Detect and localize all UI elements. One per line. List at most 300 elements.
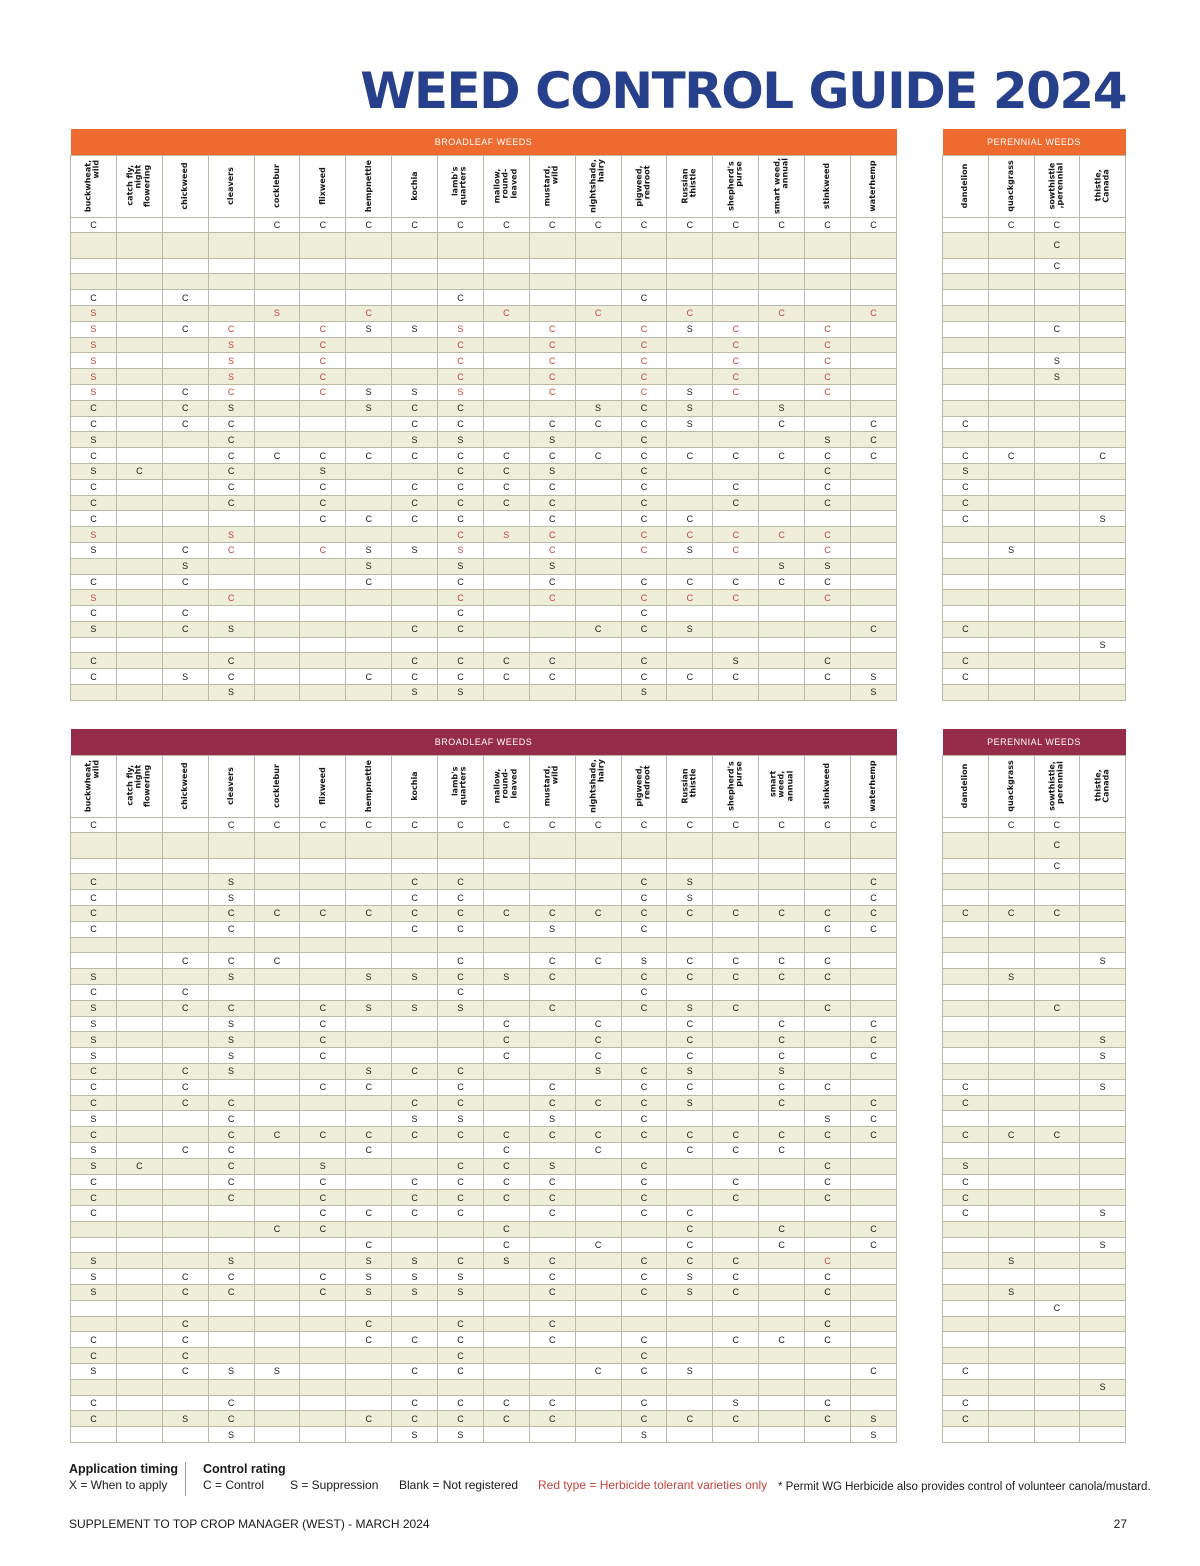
rating-cell <box>529 1300 575 1316</box>
rating-cell <box>988 574 1034 590</box>
rating-cell <box>805 258 851 274</box>
rating-cell <box>713 833 759 858</box>
rating-cell: S <box>988 542 1034 558</box>
rating-cell <box>805 1142 851 1158</box>
rating-cell <box>254 606 300 622</box>
rating-cell: C <box>943 669 989 685</box>
rating-cell <box>759 621 805 637</box>
rating-cell <box>254 574 300 590</box>
rating-cell <box>254 1095 300 1111</box>
rating-cell <box>300 558 346 574</box>
rating-cell: C <box>300 1048 346 1064</box>
rating-cell <box>346 637 392 653</box>
table-row <box>71 653 897 669</box>
rating-cell: C <box>529 1285 575 1301</box>
rating-cell <box>254 921 300 937</box>
rating-cell: C <box>483 463 529 479</box>
rating-cell <box>713 558 759 574</box>
rating-cell: C <box>254 448 300 464</box>
rating-cell <box>254 1316 300 1332</box>
rating-cell <box>116 1142 162 1158</box>
rating-cell <box>392 258 438 274</box>
rating-cell <box>713 858 759 874</box>
rating-cell: C <box>392 1174 438 1190</box>
rating-cell: S <box>438 1111 484 1127</box>
rating-cell <box>850 833 896 858</box>
rating-cell: C <box>529 1316 575 1332</box>
rating-cell <box>988 685 1034 701</box>
rating-cell <box>483 400 529 416</box>
rating-cell <box>71 858 117 874</box>
rating-cell <box>667 558 713 574</box>
rating-cell: C <box>575 416 621 432</box>
rating-cell <box>346 479 392 495</box>
rating-cell <box>988 432 1034 448</box>
rating-cell <box>483 984 529 1000</box>
rating-cell <box>438 305 484 321</box>
rating-cell: C <box>943 621 989 637</box>
rating-cell: C <box>667 1237 713 1253</box>
rating-cell: C <box>483 479 529 495</box>
rating-cell <box>1034 527 1080 543</box>
rating-cell <box>805 290 851 306</box>
table-row <box>943 1111 1126 1127</box>
rating-cell <box>392 1221 438 1237</box>
rating-cell <box>575 969 621 985</box>
rating-cell <box>988 463 1034 479</box>
table-row <box>943 833 1126 858</box>
rating-cell: C <box>392 1395 438 1411</box>
rating-cell <box>392 953 438 969</box>
rating-cell: C <box>850 217 896 233</box>
rating-cell: S <box>529 432 575 448</box>
rating-cell <box>1034 1379 1080 1395</box>
rating-cell <box>850 1142 896 1158</box>
rating-cell <box>850 1174 896 1190</box>
rating-cell <box>1034 337 1080 353</box>
rating-cell <box>116 1253 162 1269</box>
rating-cell <box>667 432 713 448</box>
rating-cell <box>759 669 805 685</box>
rating-cell <box>988 274 1034 290</box>
rating-cell: S <box>713 1395 759 1411</box>
rating-cell <box>988 1427 1034 1443</box>
rating-cell <box>667 921 713 937</box>
broadleaf-column-headers <box>71 755 897 817</box>
rating-cell <box>759 984 805 1000</box>
rating-cell: C <box>208 1095 254 1111</box>
rating-cell <box>254 653 300 669</box>
table-row <box>71 337 897 353</box>
rating-cell: C <box>300 448 346 464</box>
rating-cell <box>943 1142 989 1158</box>
rating-cell: C <box>667 1411 713 1427</box>
rating-cell: C <box>300 1174 346 1190</box>
rating-cell <box>208 511 254 527</box>
rating-cell <box>713 1032 759 1048</box>
rating-cell <box>988 321 1034 337</box>
rating-cell: C <box>162 1316 208 1332</box>
rating-cell: C <box>483 1411 529 1427</box>
table-row <box>943 1300 1126 1316</box>
rating-cell: C <box>943 1174 989 1190</box>
rating-cell <box>850 1348 896 1364</box>
rating-cell <box>254 1427 300 1443</box>
rating-cell <box>162 1190 208 1206</box>
rating-cell: C <box>850 416 896 432</box>
table-row <box>71 1285 897 1301</box>
rating-cell <box>208 833 254 858</box>
rating-cell <box>759 1395 805 1411</box>
rating-cell <box>943 290 989 306</box>
rating-cell: C <box>300 369 346 385</box>
rating-cell <box>943 921 989 937</box>
rating-cell: C <box>759 574 805 590</box>
rating-cell: C <box>300 495 346 511</box>
rating-cell <box>1034 606 1080 622</box>
rating-cell <box>943 353 989 369</box>
rating-cell <box>346 337 392 353</box>
rating-cell <box>300 1237 346 1253</box>
rating-cell: C <box>529 369 575 385</box>
rating-cell: C <box>621 817 667 833</box>
rating-cell <box>392 637 438 653</box>
rating-cell <box>1080 890 1126 906</box>
rating-cell: C <box>438 495 484 511</box>
table-row <box>71 817 897 833</box>
rating-cell: S <box>208 1063 254 1079</box>
rating-cell <box>575 463 621 479</box>
rating-cell <box>483 937 529 953</box>
rating-cell <box>943 1016 989 1032</box>
table-row <box>943 890 1126 906</box>
rating-cell <box>392 353 438 369</box>
rating-cell: S <box>392 321 438 337</box>
rating-cell <box>346 1427 392 1443</box>
rating-cell: C <box>529 969 575 985</box>
rating-cell: C <box>759 1332 805 1348</box>
rating-cell <box>529 1364 575 1380</box>
table-row <box>71 1348 897 1364</box>
rating-cell: C <box>438 817 484 833</box>
rating-cell <box>805 621 851 637</box>
rating-cell <box>116 337 162 353</box>
table-row <box>71 1411 897 1427</box>
rating-cell <box>1034 1427 1080 1443</box>
rating-cell: C <box>483 1174 529 1190</box>
rating-cell: C <box>438 621 484 637</box>
rating-cell <box>162 685 208 701</box>
rating-cell <box>162 969 208 985</box>
rating-cell: C <box>575 305 621 321</box>
rating-cell <box>392 1316 438 1332</box>
rating-cell <box>1080 1364 1126 1380</box>
rating-cell <box>1080 621 1126 637</box>
rating-cell <box>575 685 621 701</box>
rating-cell <box>300 233 346 258</box>
rating-cell <box>943 984 989 1000</box>
rating-cell <box>943 890 989 906</box>
rating-cell: S <box>805 1111 851 1127</box>
rating-cell <box>162 1158 208 1174</box>
rating-cell <box>988 1411 1034 1427</box>
rating-cell: S <box>1080 1032 1126 1048</box>
rating-cell <box>621 1048 667 1064</box>
rating-cell: C <box>438 890 484 906</box>
rating-cell <box>805 1221 851 1237</box>
table-row <box>71 511 897 527</box>
rating-cell <box>346 1190 392 1206</box>
rating-cell <box>850 1063 896 1079</box>
rating-cell: C <box>254 817 300 833</box>
rating-cell: C <box>346 1316 392 1332</box>
rating-cell <box>805 1348 851 1364</box>
table-row <box>71 606 897 622</box>
rating-cell <box>575 921 621 937</box>
rating-cell <box>943 1269 989 1285</box>
rating-cell <box>759 321 805 337</box>
rating-cell <box>1080 400 1126 416</box>
rating-cell: C <box>667 1048 713 1064</box>
rating-cell: S <box>71 590 117 606</box>
rating-cell: C <box>483 495 529 511</box>
table-row <box>71 937 897 953</box>
rating-cell <box>346 274 392 290</box>
rating-cell: C <box>667 1079 713 1095</box>
rating-cell <box>254 1063 300 1079</box>
rating-cell <box>116 448 162 464</box>
rating-cell: C <box>71 817 117 833</box>
rating-cell: C <box>392 905 438 921</box>
rating-cell: C <box>438 527 484 543</box>
rating-cell: C <box>713 953 759 969</box>
rating-cell: C <box>392 1364 438 1380</box>
rating-cell <box>208 1379 254 1395</box>
rating-cell: C <box>988 817 1034 833</box>
column-header: mustard, wild <box>529 755 575 817</box>
rating-cell: C <box>713 669 759 685</box>
rating-cell <box>529 305 575 321</box>
rating-cell <box>988 1174 1034 1190</box>
rating-cell: S <box>71 353 117 369</box>
rating-cell <box>759 685 805 701</box>
rating-cell <box>713 1048 759 1064</box>
rating-cell <box>392 1142 438 1158</box>
rating-cell: C <box>483 1221 529 1237</box>
rating-cell <box>1080 969 1126 985</box>
rating-cell <box>850 1332 896 1348</box>
rating-cell <box>621 274 667 290</box>
rating-cell: C <box>759 1016 805 1032</box>
rating-cell <box>575 1316 621 1332</box>
rating-cell: C <box>116 463 162 479</box>
rating-cell: S <box>988 1253 1034 1269</box>
table-row <box>943 1000 1126 1016</box>
rating-cell <box>438 274 484 290</box>
table-row <box>943 463 1126 479</box>
rating-cell <box>162 337 208 353</box>
rating-cell: C <box>805 527 851 543</box>
rating-cell <box>1034 653 1080 669</box>
rating-cell <box>116 511 162 527</box>
rating-cell: C <box>850 621 896 637</box>
table-row <box>943 1395 1126 1411</box>
rating-cell <box>943 1221 989 1237</box>
table-row <box>71 1174 897 1190</box>
rating-cell: C <box>438 1174 484 1190</box>
rating-cell <box>300 527 346 543</box>
rating-cell <box>759 1158 805 1174</box>
table-row <box>943 448 1126 464</box>
table-row <box>71 233 897 258</box>
rating-cell <box>392 590 438 606</box>
table-row <box>71 1095 897 1111</box>
rating-cell: C <box>529 1332 575 1348</box>
rating-cell <box>1034 432 1080 448</box>
rating-cell <box>483 1206 529 1222</box>
rating-cell <box>254 874 300 890</box>
rating-cell <box>300 606 346 622</box>
rating-cell: C <box>713 905 759 921</box>
rating-cell <box>300 1300 346 1316</box>
rating-cell: C <box>438 1411 484 1427</box>
rating-cell <box>116 1237 162 1253</box>
rating-cell: C <box>529 590 575 606</box>
rating-cell <box>667 858 713 874</box>
rating-cell <box>759 369 805 385</box>
rating-cell <box>116 321 162 337</box>
rating-cell <box>805 833 851 858</box>
rating-cell <box>988 1158 1034 1174</box>
rating-cell <box>805 1379 851 1395</box>
rating-cell: C <box>759 448 805 464</box>
table-row <box>943 274 1126 290</box>
rating-cell <box>300 921 346 937</box>
rating-cell <box>943 1427 989 1443</box>
rating-cell <box>116 542 162 558</box>
rating-cell: C <box>850 1111 896 1127</box>
rating-cell <box>116 1174 162 1190</box>
rating-cell <box>575 1285 621 1301</box>
rating-cell: S <box>667 874 713 890</box>
rating-cell: S <box>208 1048 254 1064</box>
rating-cell <box>483 1079 529 1095</box>
rating-cell <box>483 1285 529 1301</box>
rating-cell: S <box>759 400 805 416</box>
rating-cell: S <box>621 953 667 969</box>
rating-cell <box>529 1221 575 1237</box>
rating-cell: S <box>1034 353 1080 369</box>
rating-cell <box>667 369 713 385</box>
rating-cell: C <box>162 1348 208 1364</box>
rating-cell: C <box>71 400 117 416</box>
rating-cell <box>116 290 162 306</box>
rating-cell: C <box>300 1127 346 1143</box>
rating-cell <box>943 217 989 233</box>
rating-cell <box>575 590 621 606</box>
rating-cell <box>116 527 162 543</box>
rating-cell: C <box>300 321 346 337</box>
rating-cell <box>943 1285 989 1301</box>
rating-cell <box>850 1269 896 1285</box>
rating-cell <box>254 1111 300 1127</box>
rating-cell <box>346 1300 392 1316</box>
rating-cell: C <box>667 1127 713 1143</box>
rating-cell <box>483 353 529 369</box>
column-header: mustard, wild <box>529 155 575 217</box>
rating-cell: S <box>71 369 117 385</box>
rating-cell: C <box>483 1048 529 1064</box>
rating-cell: C <box>621 890 667 906</box>
rating-cell <box>850 527 896 543</box>
rating-cell: C <box>943 1095 989 1111</box>
rating-cell: C <box>483 1032 529 1048</box>
rating-cell <box>438 258 484 274</box>
rating-cell <box>208 1237 254 1253</box>
rating-cell <box>116 621 162 637</box>
rating-cell <box>300 937 346 953</box>
rating-cell <box>805 305 851 321</box>
rating-cell <box>805 890 851 906</box>
rating-cell <box>943 937 989 953</box>
rating-cell: C <box>713 369 759 385</box>
rating-cell: C <box>300 479 346 495</box>
rating-cell <box>346 621 392 637</box>
rating-cell <box>1080 1127 1126 1143</box>
rating-cell <box>1034 274 1080 290</box>
rating-cell: C <box>392 1095 438 1111</box>
rating-cell: S <box>71 432 117 448</box>
rating-cell <box>162 305 208 321</box>
rating-cell: S <box>1034 369 1080 385</box>
rating-cell <box>1080 1063 1126 1079</box>
rating-cell: S <box>943 463 989 479</box>
rating-cell <box>805 1206 851 1222</box>
table-row <box>71 1253 897 1269</box>
rating-cell <box>1034 1316 1080 1332</box>
rating-cell <box>483 1111 529 1127</box>
rating-cell <box>713 1348 759 1364</box>
rating-cell: S <box>346 558 392 574</box>
rating-cell: C <box>162 1063 208 1079</box>
rating-cell: C <box>162 606 208 622</box>
perennial-column-headers <box>943 755 1126 817</box>
rating-cell <box>621 1237 667 1253</box>
rating-cell: C <box>208 1174 254 1190</box>
rating-cell <box>483 1364 529 1380</box>
rating-cell: C <box>667 669 713 685</box>
rating-cell <box>667 1332 713 1348</box>
rating-cell: C <box>1034 1300 1080 1316</box>
rating-cell <box>116 833 162 858</box>
table-row <box>71 969 897 985</box>
rating-cell: C <box>713 337 759 353</box>
rating-cell: C <box>575 1095 621 1111</box>
rating-cell <box>208 305 254 321</box>
rating-cell <box>483 369 529 385</box>
rating-cell: C <box>392 495 438 511</box>
rating-cell <box>116 984 162 1000</box>
rating-cell: C <box>162 321 208 337</box>
rating-cell <box>575 833 621 858</box>
rating-cell <box>759 290 805 306</box>
rating-cell <box>759 463 805 479</box>
column-header: dandelion <box>943 755 989 817</box>
rating-cell: C <box>759 1237 805 1253</box>
table-row <box>943 1206 1126 1222</box>
rating-cell <box>300 874 346 890</box>
rating-cell: C <box>943 1206 989 1222</box>
